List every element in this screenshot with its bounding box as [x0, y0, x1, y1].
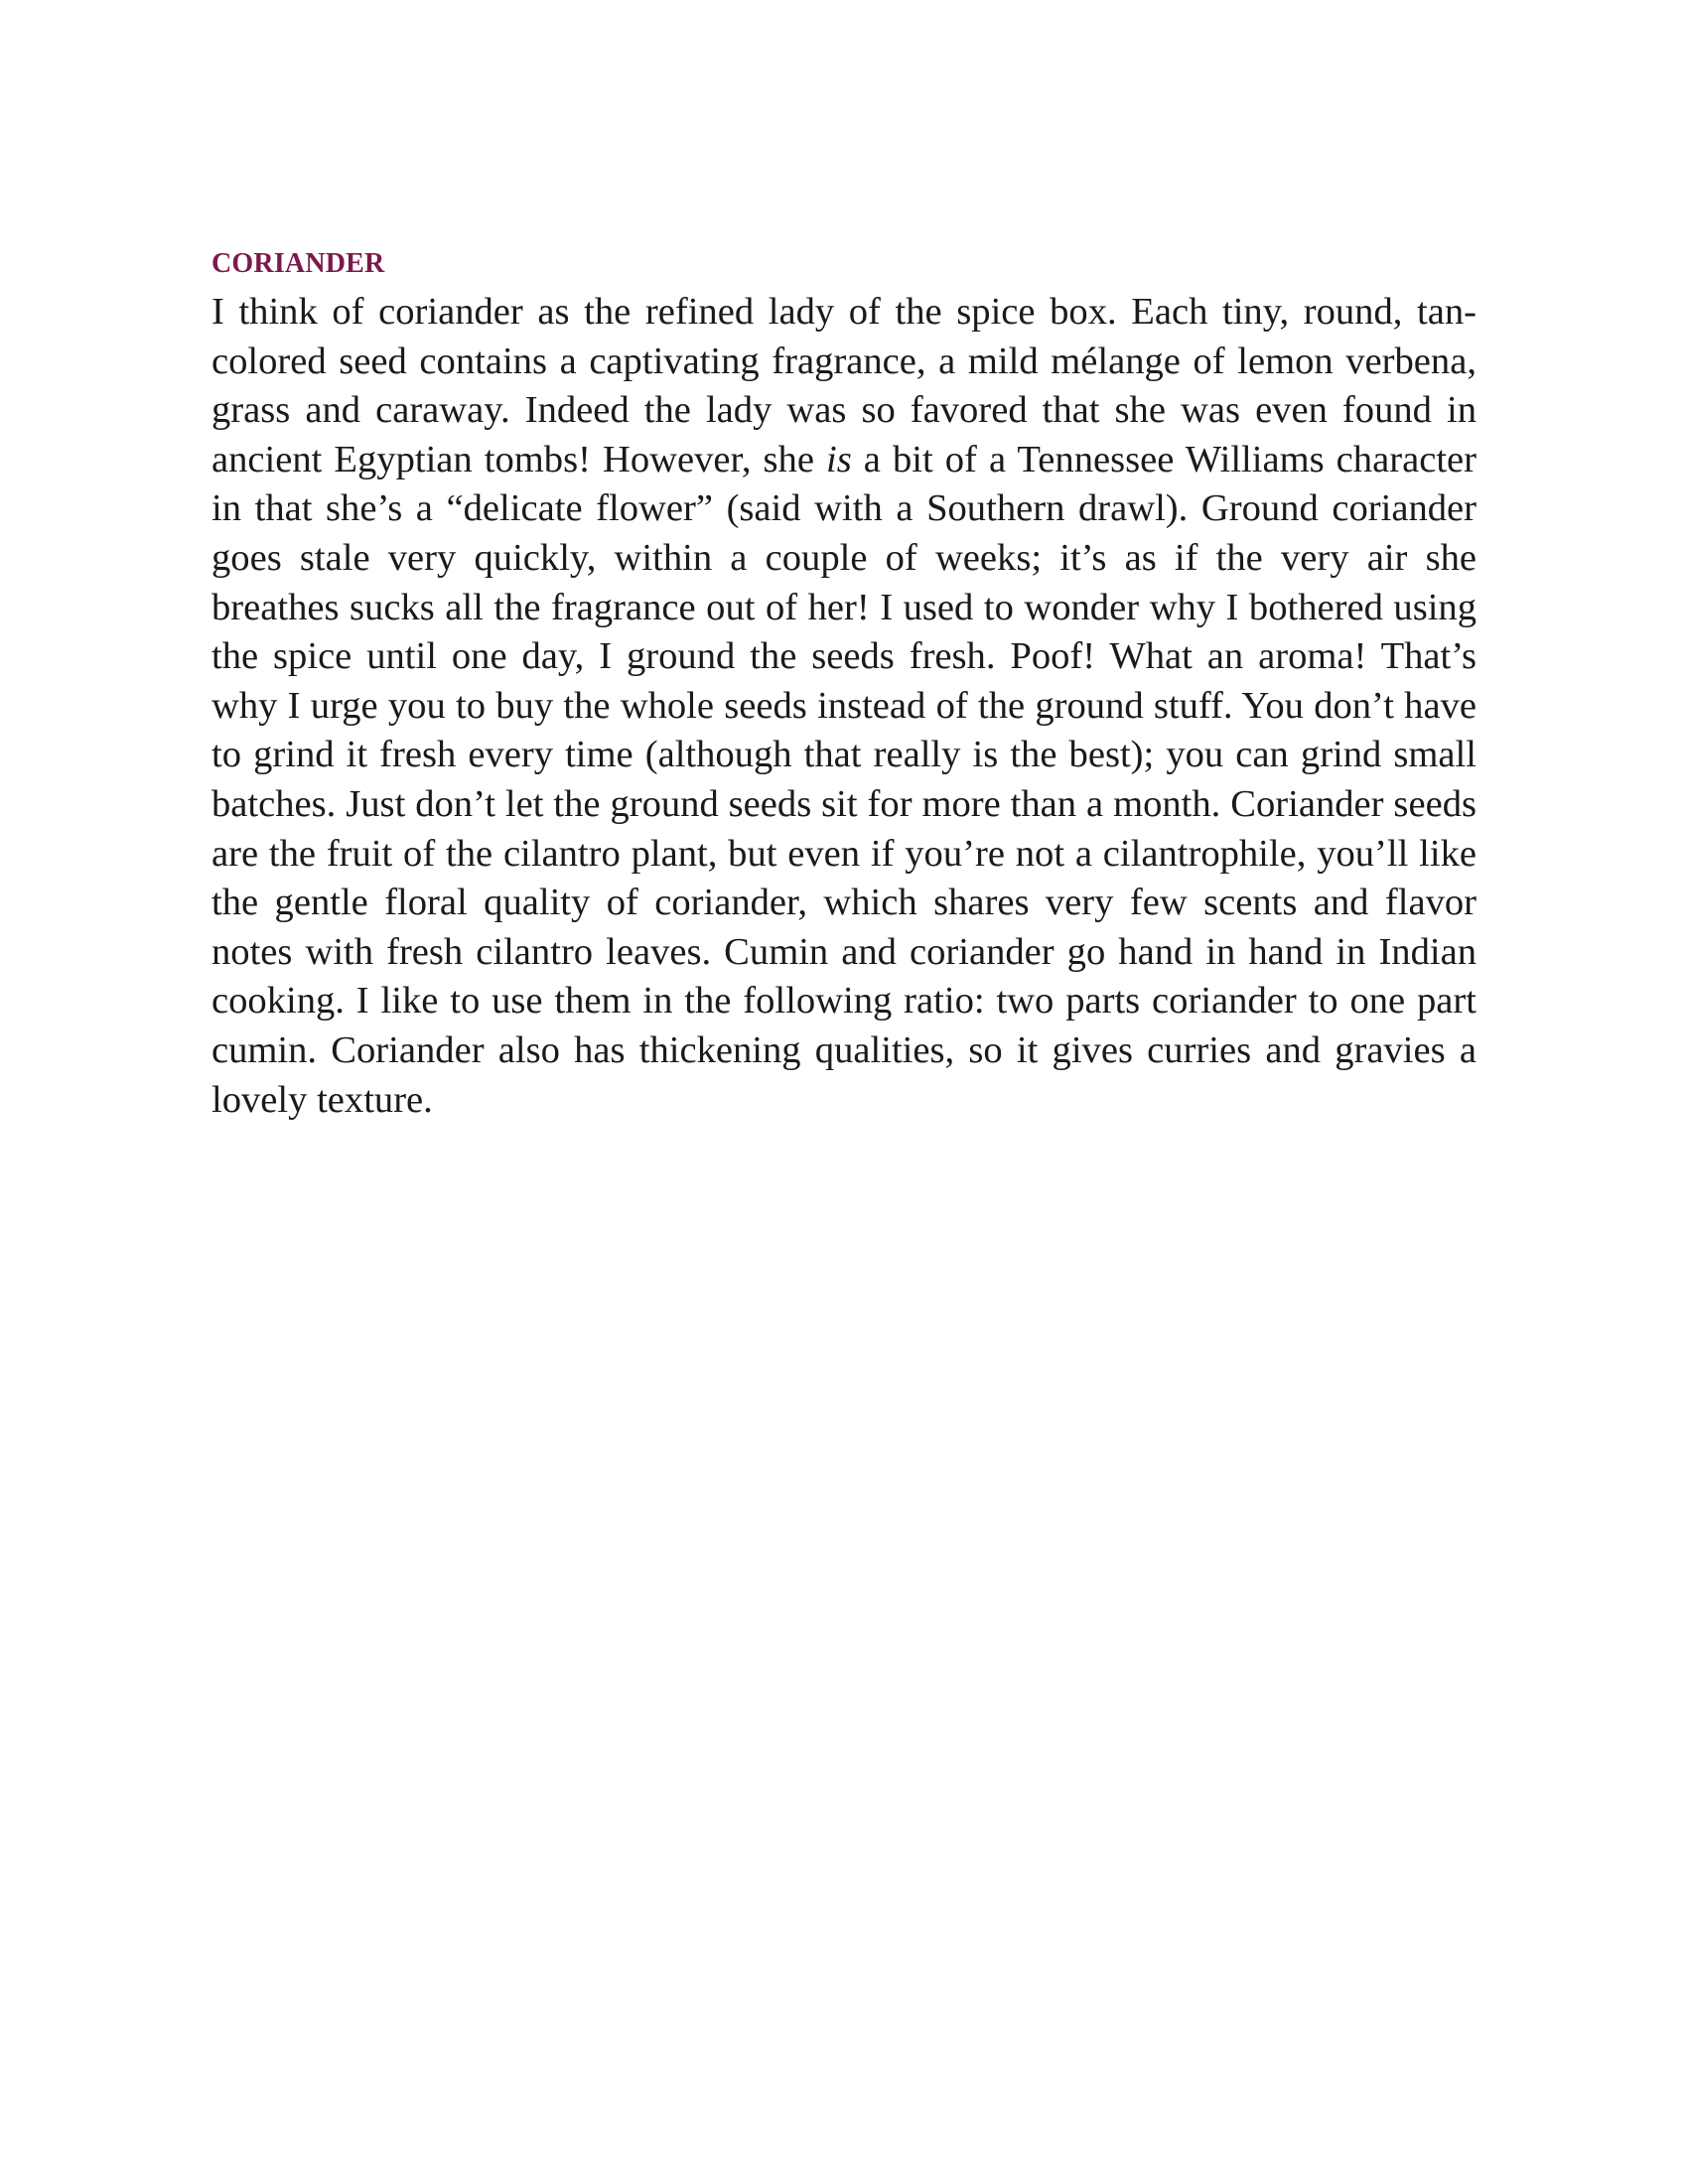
section-heading: CORIANDER [211, 248, 385, 279]
paragraph-text-start: I think of coriander as the refined lady of the spice box. Each tiny, round, tan-colored seed contains a captivating fragrance, a mild mélange of lemon verbena, grass and caraway. Indeed the lady was so favored that she was even found in ancient Egyptian tombs! However, she [211, 291, 1477, 480]
paragraph-emphasis: is [826, 438, 852, 480]
body-paragraph [211, 288, 1477, 1125]
paragraph-text-end: a bit of a Tennessee Williams character in that she’s a “delicate flower” (said with a Southern drawl). Ground coriander goes stale very quickly, within a couple of weeks; it’s as if the very air she breathes sucks all the fragrance out of her! I used to wonder why I bothered using the spice until one day, I ground the seeds fresh. Poof! What an aroma! That’s why I urge you to buy the whole seeds instead of the ground stuff. You don’t have to grind it fresh every time (although that really is the best); you can grind small batches. Just don’t let the ground seeds sit for more than a month. Coriander seeds are the fruit of the cilantro plant, but even if you’re not a cilantrophile, you’ll like the gentle floral quality of coriander, which shares very few scents and flavor notes with fresh cilantro leaves. Cumin and coriander go hand in hand in Indian cooking. I like to use them in the following ratio: two parts coriander to one part cumin. Coriander also has thickening qualities, so it gives curries and gravies a lovely texture. [211, 438, 1477, 1121]
document-body [211, 244, 1477, 1125]
